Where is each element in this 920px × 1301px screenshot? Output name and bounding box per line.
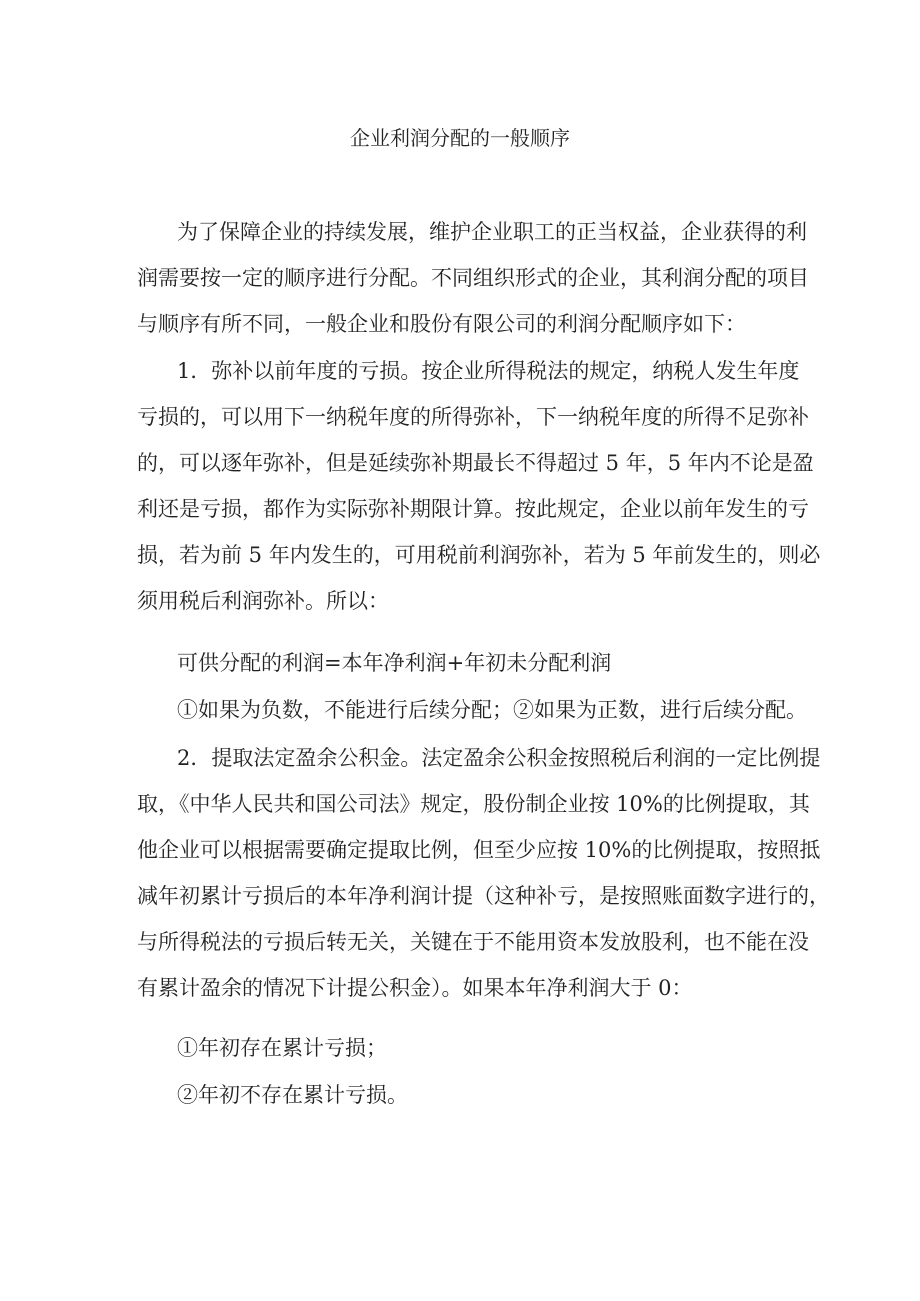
formula-line [137,640,797,686]
formula-conditions [137,687,807,733]
text-line: 润需要按一定的顺序进行分配。不同组织形式的企业，其利润分配的项目 [137,266,809,290]
paragraph-step-2 [137,735,830,1011]
text-line: 可供分配的利润=本年净利润+年初未分配利润 [177,651,612,675]
text-line: 与顺序有所不同，一般企业和股份有限公司的利润分配顺序如下： [137,312,746,336]
text-line: 减年初累计亏损后的本年净利润计提（这种补亏，是按照账面数字进行的， [137,884,830,908]
text-line: 须用税后利润弥补。所以： [137,589,389,613]
case-2 [137,1072,797,1118]
text-line: 2．提取法定盈余公积金。法定盈余公积金按照税后利润的一定比例提 [177,746,821,770]
text-line: ①如果为负数，不能进行后续分配；②如果为正数，进行后续分配。 [177,698,807,722]
text-line: 取，《中华人民共和国公司法》规定，股份制企业按 10%的比例提取，其 [137,792,810,816]
text-line: 他企业可以根据需要确定提取比例，但至少应按 10%的比例提取，按照抵 [137,838,821,862]
text-line: 损，若为前 5 年内发生的，可用税前利润弥补，若为 5 年前发生的，则必 [137,543,821,567]
text-line: 1．弥补以前年度的亏损。按企业所得税法的规定，纳税人发生年度 [177,359,800,383]
text-line: ①年初存在累计亏损； [177,1036,387,1060]
paragraph-step-1 [137,348,821,624]
case-1 [137,1025,797,1071]
text-line: ②年初不存在累计亏损。 [177,1083,408,1107]
text-line: 为了保障企业的持续发展，维护企业职工的正当权益，企业获得的利 [177,220,807,244]
text-line: 的，可以逐年弥补，但是延续弥补期最长不得超过 5 年，5 年内不论是盈 [137,451,814,475]
text-line: 利还是亏损，都作为实际弥补期限计算。按此规定，企业以前年发生的亏 [137,497,809,521]
paragraph-intro [137,209,809,347]
document-title: 企业利润分配的一般顺序 [350,126,570,150]
text-line: 与所得税法的亏损后转无关，关键在于不能用资本发放股利，也不能在没 [137,930,809,954]
text-line: 亏损的，可以用下一纳税年度的所得弥补，下一纳税年度的所得不足弥补 [137,405,809,429]
text-line: 有累计盈余的情况下计提公积金）。如果本年净利润大于 0： [137,976,693,1000]
